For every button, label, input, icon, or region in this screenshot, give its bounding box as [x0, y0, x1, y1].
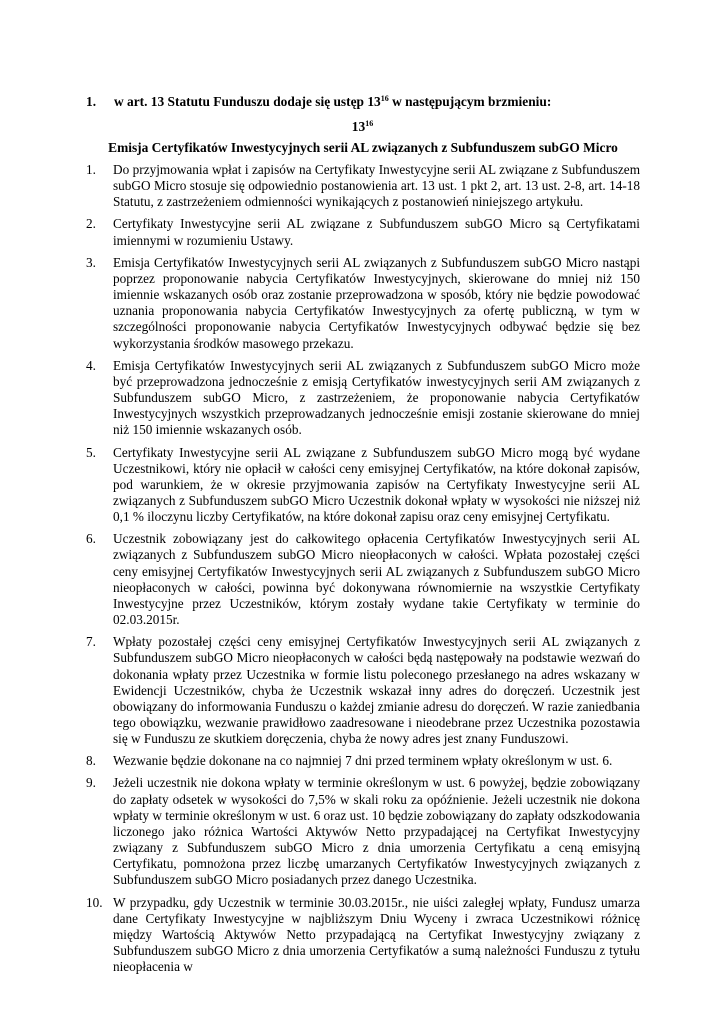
numbered-list	[86, 162, 640, 981]
amendment-number: 1.	[86, 94, 97, 109]
list-item-number: 6.	[86, 531, 96, 547]
list-item-number: 8.	[86, 753, 96, 769]
list-item-text: Certyfikaty Inwestycyjne serii AL związane z Subfunduszem subGO Micro są Certyfikatami imiennymi w rozumieniu Ustawy.	[113, 216, 640, 248]
list-item	[86, 162, 640, 210]
list-item-text: Do przyjmowania wpłat i zapisów na Certyfikaty Inwestycyjne serii AL związane z Subfunduszem subGO Micro stosuje się odpowiednio postanowienia art. 13 ust. 1 pkt 2, art. 13 ust. 2-8, art. 14-18 Statutu, z zastrzeżeniem odmienności wynikających z postanowień niniejszego artykułu.	[113, 162, 640, 210]
amendment-heading	[86, 93, 646, 110]
section-number-superscript: 16	[365, 119, 374, 128]
list-item	[86, 895, 640, 976]
list-item-number: 4.	[86, 357, 96, 373]
list-item-number: 7.	[86, 634, 96, 650]
list-item-text: Jeżeli uczestnik nie dokona wpłaty w terminie określonym w ust. 6 powyżej, będzie zobowiązany do zapłaty odsetek w wysokości do 7,5% w skali roku za opóźnienie. Jeżeli uczestnik nie dokona wpłaty w terminie określonym w ust. 6 oraz ust. 10 będzie zobowiązany do zapłaty odszkodowania liczonego jako różnica Wartości Aktywów Netto przypadającej na Certyfikat Inwestycyjny związany z Subfunduszem subGO Micro z dnia umorzenia Certyfikatu a ceną emisyjną Certyfikatu, pomnożona przez liczbę umarzanych Certyfikatów Inwestycyjnych związanych z Subfunduszem subGO Micro posiadanych przez danego Uczestnika.	[113, 775, 640, 888]
section-title: Emisja Certyfikatów Inwestycyjnych serii AL związanych z Subfunduszem subGO Micro	[108, 140, 618, 155]
list-item-text: Emisja Certyfikatów Inwestycyjnych serii AL związanych z Subfunduszem subGO Micro nastąpi poprzez proponowanie nabycia Certyfikatów Inwestycyjnych, skierowane do mniej niż 150 imiennie wskazanych osób oraz zostanie przeprowadzona w sposób, który nie będzie powodować uznania proponowania nabycia Certyfikatów Inwestycyjnych za ofertę publiczną, w tym w szczególności proponowanie nabycia Certyfikatów Inwestycyjnych odbywać będzie się bez wykorzystania środków masowego przekazu.	[113, 254, 640, 351]
list-item-number: 10.	[86, 894, 103, 910]
list-item-number: 1.	[86, 162, 96, 177]
list-item-text: Certyfikaty Inwestycyjne serii AL związane z Subfunduszem subGO Micro mogą być wydane Uczestnikowi, który nie opłacił w całości ceny emisyjnej Certyfikatów, na które dokonał zapisów, pod warunkiem, że w okresie przyjmowania zapisów na Certyfikaty Inwestycyjne serii AL związanych z Subfunduszem subGO Micro Uczestnik dokonał wpłaty w wysokości nie niższej niż 0,1 % iloczynu liczby Certyfikatów, na które dokonał zapisu oraz ceny emisyjnej Certyfikatu.	[113, 444, 640, 525]
list-item-text: Wpłaty pozostałej części ceny emisyjnej Certyfikatów Inwestycyjnych serii AL związanych z Subfunduszem subGO Micro nieopłaconych w całości będą następowały na podstawie wezwań do dokonania wpłaty przez Uczestnika w formie listu poleconego przesłanego na adres wskazany w Ewidencji Uczestników, chyba że Uczestnik wskazał inny adres do doręczeń. Uczestnik jest obowiązany do informowania Funduszu o każdej zmianie adresu do doręczeń. W razie zaniedbania tego obowiązku, wezwanie prawidłowo zaadresowane i nieodebrane przez Uczestnika pozostawia się w Funduszu ze skutkiem doręczenia, chyba że nowy adres jest znany Funduszowi.	[113, 634, 640, 747]
list-item-number: 5.	[86, 444, 96, 460]
list-item	[86, 216, 640, 248]
section-number-value: 13	[351, 119, 366, 134]
list-item	[86, 775, 640, 888]
list-item-number: 9.	[86, 775, 96, 791]
list-item	[86, 255, 640, 352]
amendment-superscript: 16	[380, 94, 389, 103]
list-item	[86, 531, 640, 628]
amendment-text-after: w następującym brzmieniu:	[388, 94, 552, 109]
list-item	[86, 753, 640, 769]
list-item-number: 3.	[86, 254, 96, 270]
list-item	[86, 445, 640, 526]
list-item-text: W przypadku, gdy Uczestnik w terminie 30.03.2015r., nie uiści zaległej wpłaty, Fundusz umarza dane Certyfikaty Inwestycyjne w najbliższym Dniu Wyceny i zwraca Uczestnikowi różnicę między Wartością Aktywów Netto przypadającą na Certyfikat Inwestycyjny związany z Subfunduszem subGO Micro z dnia umorzenia Certyfikatów a sumą należności Funduszu z tytułu nieopłacenia w	[113, 894, 640, 975]
section-number	[0, 118, 725, 135]
amendment-text: w art. 13 Statutu Funduszu dodaje się ustęp 13	[114, 94, 381, 109]
list-item	[86, 634, 640, 747]
list-item-number: 2.	[86, 216, 96, 232]
list-item-text: Uczestnik zobowiązany jest do całkowitego opłacenia Certyfikatów Inwestycyjnych serii AL związanych z Subfunduszem subGO Micro nieopłaconych w całości. Wpłata pozostałej części ceny emisyjnej Certyfikatów Inwestycyjnych serii AL związanych z Subfunduszem subGO Micro nieopłaconych w całości, powinna być dokonywana równomiernie na wszystkie Certyfikaty Inwestycyjne przez Uczestników, którym zostały wydane takie Certyfikaty w terminie do 02.03.2015r.	[113, 531, 640, 628]
list-item	[86, 358, 640, 439]
list-item-text: Wezwanie będzie dokonane na co najmniej 7 dni przed terminem wpłaty określonym w ust. 6.	[113, 753, 613, 769]
list-item-text: Emisja Certyfikatów Inwestycyjnych serii AL związanych z Subfunduszem subGO Micro może być przeprowadzona jednocześnie z emisją Certyfikatów inwestycyjnych serii AM związanych z Subfunduszem subGO Micro, z zastrzeżeniem, że proponowanie nabycia Certyfikatów Inwestycyjnych wszystkich przeprowadzanych jednocześnie emisji zostanie skierowane do mniej niż 150 imiennie wskazanych osób.	[113, 357, 640, 438]
